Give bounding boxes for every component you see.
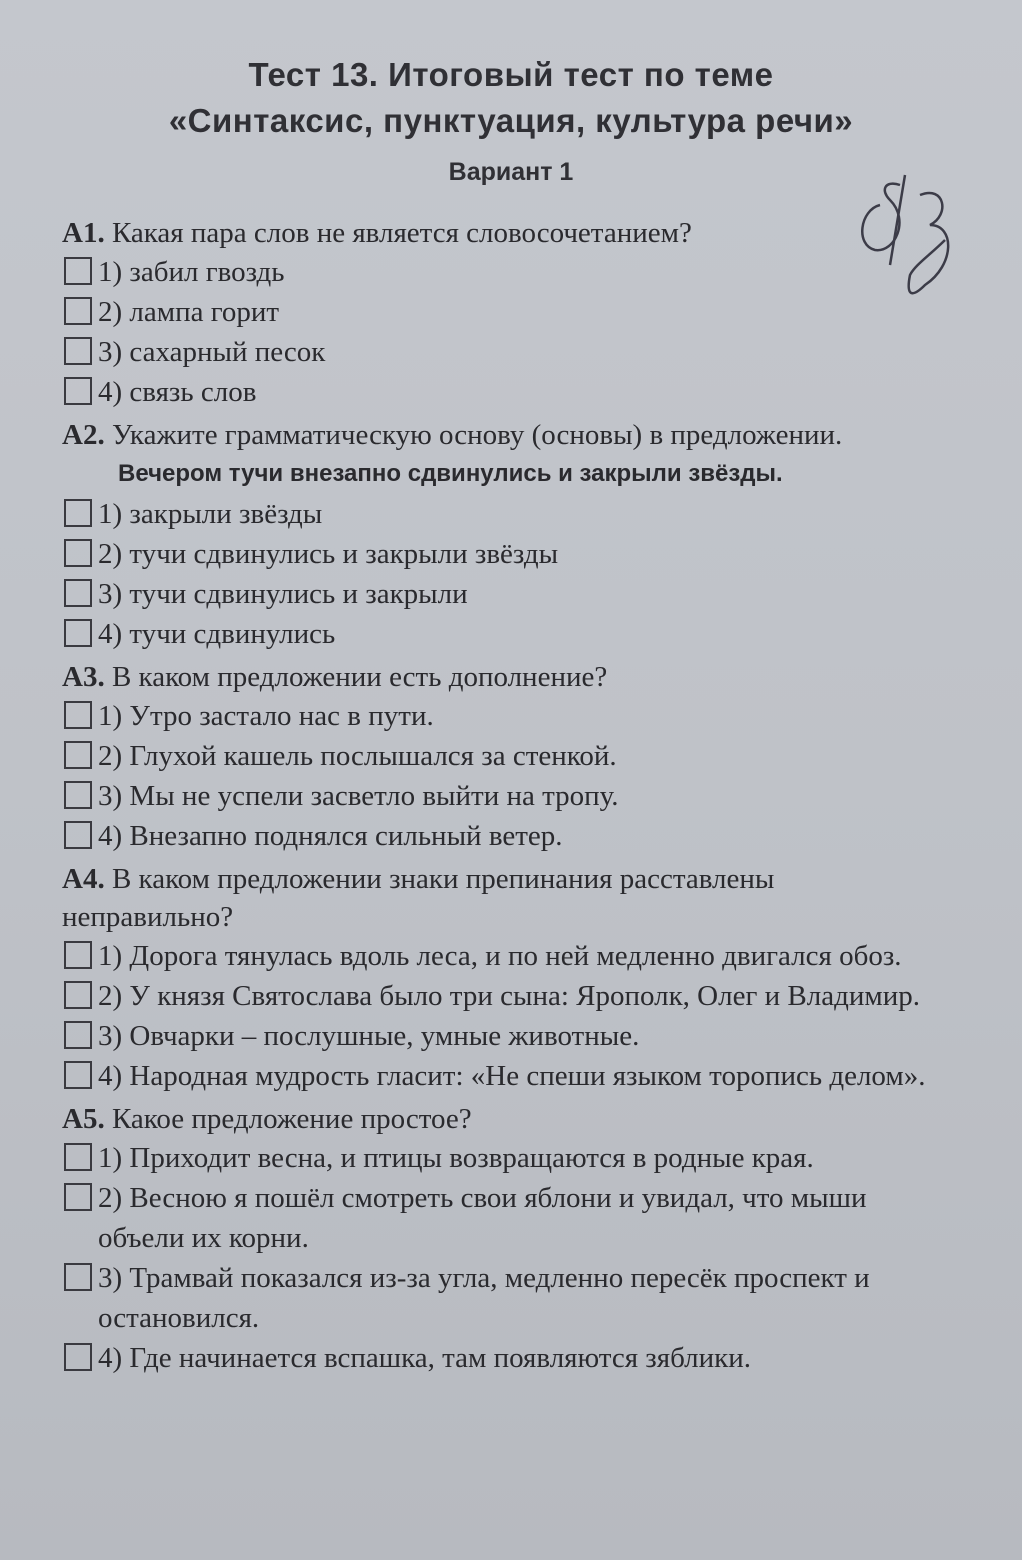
option-text: 4) тучи сдвинулись (98, 618, 336, 650)
option-text: 4) связь слов (98, 376, 257, 408)
option-text: 3) сахарный песок (98, 336, 326, 368)
answer-option (62, 1178, 942, 1258)
question-number: А1. (62, 217, 105, 249)
answer-checkbox[interactable] (64, 499, 92, 527)
answer-option (62, 696, 942, 736)
answer-option (62, 292, 942, 332)
option-text: 2) Глухой кашель послышался за стенкой. (98, 740, 617, 772)
questions (62, 214, 942, 1382)
option-text: 2) Весною я пошёл смотреть свои яблони и увидал, что мыши объели их корни. (98, 1182, 867, 1254)
answer-option (62, 332, 942, 372)
answer-checkbox[interactable] (64, 1021, 92, 1049)
answer-checkbox[interactable] (64, 781, 92, 809)
answer-checkbox[interactable] (64, 257, 92, 285)
option-text: 2) тучи сдвинулись и закрыли звёзды (98, 538, 559, 570)
answer-checkbox[interactable] (64, 821, 92, 849)
page-title-line1: Тест 13. Итоговый тест по теме (248, 56, 774, 93)
answer-option (62, 494, 942, 534)
answer-checkbox[interactable] (64, 337, 92, 365)
answer-option (62, 252, 942, 292)
answer-checkbox[interactable] (64, 297, 92, 325)
answer-checkbox[interactable] (64, 579, 92, 607)
option-text: 4) Народная мудрость гласит: «Не спеши языком торопись делом». (98, 1060, 926, 1092)
question-a2 (62, 416, 942, 654)
question-text: Укажите грамматическую основу (основы) в предложении. (111, 419, 843, 451)
question-number: А4. (62, 863, 105, 895)
option-text: 3) тучи сдвинулись и закрыли (98, 578, 468, 610)
question-a3 (62, 658, 942, 856)
option-text: 4) Где начинается вспашка, там появляются зяблики. (98, 1342, 751, 1374)
answer-checkbox[interactable] (64, 539, 92, 567)
answer-checkbox[interactable] (64, 1143, 92, 1171)
answer-option (62, 936, 942, 976)
answer-option (62, 736, 942, 776)
option-text: 2) У князя Святослава было три сына: Ярополк, Олег и Владимир. (98, 980, 920, 1012)
question-sentence: Вечером тучи внезапно сдвинулись и закрыли звёзды. (118, 460, 783, 487)
question-a1 (62, 214, 942, 412)
option-text: 3) Трамвай показался из-за угла, медленно пересёк проспект и остановился. (98, 1262, 870, 1334)
answer-option (62, 1016, 942, 1056)
answer-checkbox[interactable] (64, 941, 92, 969)
option-text: 2) лампа горит (98, 296, 280, 328)
answer-option (62, 816, 942, 856)
answer-option (62, 1138, 942, 1178)
option-text: 1) Приходит весна, и птицы возвращаются в родные края. (98, 1142, 814, 1174)
option-text: 1) Дорога тянулась вдоль леса, и по ней медленно двигался обоз. (98, 940, 902, 972)
answer-option (62, 534, 942, 574)
answer-option (62, 1258, 942, 1338)
question-text: В каком предложении знаки препинания расставлены неправильно? (62, 863, 775, 933)
answer-option (62, 614, 942, 654)
answer-checkbox[interactable] (64, 701, 92, 729)
answer-checkbox[interactable] (64, 1263, 92, 1291)
question-number: А3. (62, 661, 105, 693)
answer-option (62, 372, 942, 412)
question-text: Какое предложение простое? (111, 1103, 472, 1135)
option-text: 1) закрыли звёзды (98, 498, 323, 530)
option-text: 3) Овчарки – послушные, умные животные. (98, 1020, 640, 1052)
answer-option (62, 976, 942, 1016)
answer-checkbox[interactable] (64, 1183, 92, 1211)
answer-option (62, 1056, 942, 1096)
answer-checkbox[interactable] (64, 741, 92, 769)
question-number: А5. (62, 1103, 105, 1135)
answer-checkbox[interactable] (64, 981, 92, 1009)
question-number: А2. (62, 419, 105, 451)
answer-checkbox[interactable] (64, 377, 92, 405)
answer-checkbox[interactable] (64, 1343, 92, 1371)
option-text: 4) Внезапно поднялся сильный ветер. (98, 820, 563, 852)
answer-checkbox[interactable] (64, 619, 92, 647)
answer-checkbox[interactable] (64, 1061, 92, 1089)
page-title-line2: «Синтаксис, пунктуация, культура речи» (168, 102, 854, 139)
answer-option (62, 574, 942, 614)
option-text: 3) Мы не успели засветло выйти на тропу. (98, 780, 619, 812)
question-a4 (62, 860, 942, 1096)
option-text: 1) забил гвоздь (98, 256, 285, 288)
question-a5 (62, 1100, 942, 1378)
question-text: В каком предложении есть дополнение? (111, 661, 608, 693)
question-text: Какая пара слов не является словосочетанием? (111, 217, 692, 249)
option-text: 1) Утро застало нас в пути. (98, 700, 434, 732)
variant-label: Вариант 1 (448, 158, 574, 186)
answer-option (62, 776, 942, 816)
answer-option (62, 1338, 942, 1378)
